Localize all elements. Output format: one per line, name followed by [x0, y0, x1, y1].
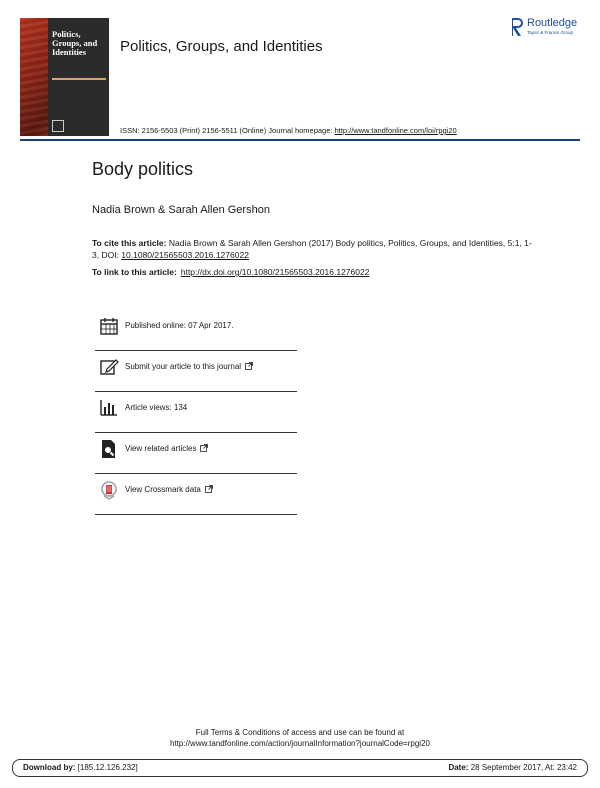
external-link-icon [205, 485, 213, 493]
submit-article-link[interactable] [125, 362, 253, 371]
download-date [448, 763, 577, 772]
downloaded-by [23, 763, 138, 772]
crossmark-icon [99, 480, 119, 500]
external-link-icon [200, 444, 208, 452]
cover-texture [20, 18, 48, 136]
related-articles-icon [99, 439, 119, 459]
downloaded-by-label: Download by: [23, 763, 76, 772]
info-article-views [95, 392, 297, 433]
bar-chart-icon [99, 398, 119, 418]
journal-cover-image [20, 18, 109, 136]
publisher-logo [510, 17, 586, 39]
publisher-tagline: Taylor & Francis Group [527, 30, 574, 35]
article-link-line [92, 267, 369, 277]
cover-publisher-logo [52, 120, 64, 132]
article-doi-url[interactable]: http://dx.doi.org/10.1080/21565503.2016.1276022 [180, 267, 370, 277]
article-views-text: Article views: 134 [125, 403, 188, 412]
download-date-value: 28 September 2017, At: 23:42 [468, 763, 577, 772]
crossmark-link[interactable] [125, 485, 213, 494]
citation-doi-link[interactable]: 10.1080/21565503.2016.1276022 [121, 250, 249, 260]
info-crossmark[interactable] [95, 474, 297, 515]
cover-rule [52, 78, 106, 80]
citation-block [92, 237, 532, 261]
article-authors: Nadia Brown & Sarah Allen Gershon [92, 204, 270, 216]
download-date-label: Date: [448, 763, 469, 772]
issn-text: ISSN: 2156-5503 (Print) 2156-5511 (Online) Journal homepage: [120, 126, 335, 135]
journal-title[interactable]: Politics, Groups, and Identities [120, 38, 323, 55]
info-published [95, 310, 297, 351]
info-submit-article[interactable] [95, 351, 297, 392]
terms-link[interactable]: http://www.tandfonline.com/action/journalInformation?journalCode=rpgi20 [170, 739, 430, 748]
terms-notice [0, 727, 600, 749]
download-info-bar [12, 759, 588, 777]
journal-homepage-link[interactable]: http://www.tandfonline.com/loi/rpgi20 [334, 126, 457, 135]
crossmark-text: View Crossmark data [125, 485, 201, 494]
info-related-articles[interactable] [95, 433, 297, 474]
calendar-icon [99, 316, 119, 336]
issn-line [120, 126, 457, 135]
citation-text: Nadia Brown & Sarah Allen Gershon (2017) Body politics, Politics, Groups, and Identities, 5:1, 1-3, DOI: [92, 238, 532, 260]
related-articles-text: View related articles [125, 444, 197, 453]
published-date-text: Published online: 07 Apr 2017. [125, 321, 234, 330]
submit-article-icon [99, 357, 119, 377]
downloaded-by-value: [185.12.126.232] [75, 763, 138, 772]
citation-label: To cite this article: [92, 238, 167, 248]
routledge-r-icon [510, 17, 524, 37]
header-divider [20, 139, 580, 141]
related-articles-link[interactable] [125, 444, 208, 453]
submit-article-text: Submit your article to this journal [125, 362, 242, 371]
publisher-name: Routledge [527, 17, 578, 29]
external-link-icon [245, 362, 253, 370]
article-info-list [95, 310, 297, 515]
article-link-label: To link to this article: [92, 267, 177, 277]
cover-title: Politics, Groups, and Identities [52, 29, 98, 57]
article-title: Body politics [92, 159, 194, 179]
terms-line-1: Full Terms & Conditions of access and use can be found at [195, 728, 405, 737]
